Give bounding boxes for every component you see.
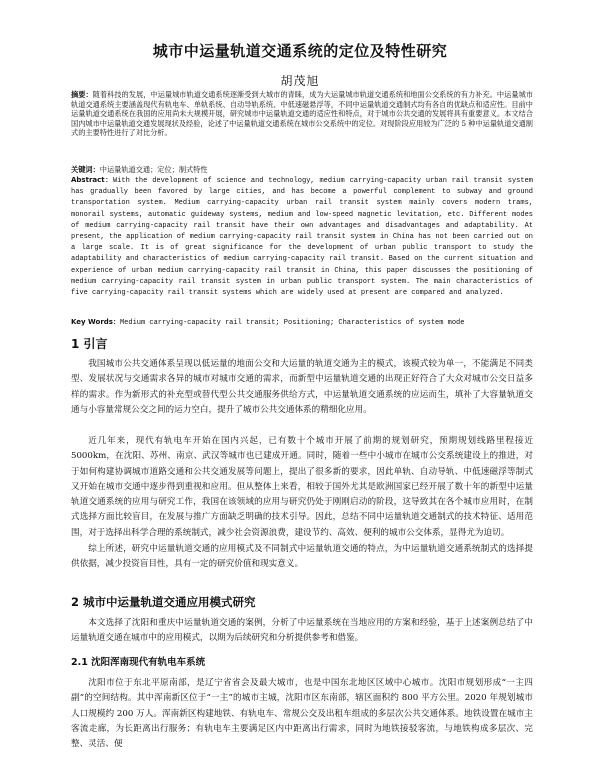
paper-author: 胡茂旭	[280, 74, 320, 88]
keywords-cn-text: 中运量轨道交通；定位；制式特性	[99, 165, 208, 174]
paper-title: 城市中运量轨道交通系统的定位及特性研究	[152, 42, 448, 60]
section-2-1-heading: 2.1 沈阳浑南现代有轨电车系统	[71, 657, 206, 668]
section-2-1-paragraph-1: 沈阳市位于东北平原南部，是辽宁省省会及最大城市，也是中国东北地区区域中心城市。沈阳市规划形成“一主四副”的空间结构。其中浑南新区位于“一主”的城市主城，沈阳市区东南部，辖区面积约 800 平方公里。2020 年规划城市人口规模约 200 万人。浑南新区构建地铁、有轨电车、常规公交及出租车组成的多层次公共交通体系。地铁设置在城市主客流走廊，为长距离出行服务；有轨电车主要满足区内中距离出行需求，同时为地铁接驳客流，与地铁构成多层次、完整、灵活、便	[71, 678, 533, 750]
keywords-en-text: Medium carrying-capacity rail transit; Positioning; Characteristics of system mode	[119, 319, 465, 327]
section-1-paragraph-2: 近几年来，现代有轨电车开始在国内兴起，已有数十个城市开展了前期的规划研究，预期规划线路里程接近 5000km，在沈阳、苏州、南京、武汉等城市也已建成开通。同时，随着一些中小城市在城市公交系统建设上的推进，对于如何构建协调城市道路交通和公共交通发展等问题上，提出了很多新的要求，因此单轨、自动导轨、中低速磁浮等制式又开始在城市交通中逐步得到重视和应用。但从整体上来看，相较于国外尤其是欧洲国家已经开展了数十年的新型中运量轨道交通系统的应用与研究工作，我国在该领域的应用与研究仍处于刚刚启动的阶段，这导致其在各个城市应用时，在制式选择方面比较盲目，在发展与推广方面缺乏明确的技术引导。因此，总结不同中运量轨道交通制式的技术特征、适用范围，对于选择出科学合理的系统制式，减少社会资源浪费，建设节约、高效、便利的城市公交体系，显得尤为迫切。	[71, 436, 533, 538]
abstract-en-label: Abstract：	[71, 176, 113, 184]
keywords-en-label: Key Words：	[71, 318, 120, 326]
abstract-cn-label: 摘要：	[71, 90, 93, 99]
section-1-paragraph-3: 综上所述，研究中运量轨道交通的应用模式及不同制式中运量轨道交通的特点，为中运量轨道交通系统制式的选择提供依据，减少投资盲目性，具有一定的研究价值和现实意义。	[71, 544, 533, 570]
keywords-cn	[71, 165, 533, 175]
section-2-heading: 2 城市中运量轨道交通应用模式研究	[71, 595, 256, 609]
section-2-paragraph-1: 本文选择了沈阳和重庆中运量轨道交通的案例，分析了中运量系统在当地应用的方案和经验，基于上述案例总结了中运量轨道交通在城市中的应用模式，以期为后续研究和分析提供参考和借鉴。	[71, 618, 533, 644]
abstract-cn-text: 随着科技的发展，中运量城市轨道交通系统逐渐受到大城市的青睐，成为大运量城市轨道交通系统和地面公交系统的有力补充。中运量城市轨道交通系统主要涵盖现代有轨电车、单轨系统、自动导轨系统、中低速磁悬浮等，不同中运量轨道交通制式均有各自的优缺点和适应性。目前中运量轨道交通系统在我国的应用尚未大规模开展，研究城市中运量轨道交通的适应性和特点，对于城市公共交通的发展将具有重要意义。本文结合国内城市中运量轨道交通发展现状及经验，论述了中运量轨道交通系统在城市公交系统中的定位。对现阶段应用较为广泛的 5 种中运量轨道交通制式的主要特性进行了对比分析。	[71, 90, 533, 138]
section-1-heading: 1 引言	[71, 337, 108, 351]
keywords-en	[71, 317, 533, 328]
keywords-cn-label: 关键词：	[71, 165, 100, 174]
section-1-paragraph-1: 我国城市公共交通体系呈现以低运量的地面公交和大运量的轨道交通为主的模式，该模式较为单一，不能满足不同类型、发展状况与交通需求各异的城市对城市交通的需求，而新型中运量轨道交通的出现正好符合了大众对城市公交日益多样的需求。作为新形式的补充型或替代型公共交通服务供给方式，中运量轨道交通系统的应运而生，填补了大容量轨道交通与小容量常规公交之间的运力空白，提升了城市公共交通体系的精细化应用。	[71, 359, 533, 415]
abstract-en	[71, 175, 533, 299]
abstract-cn	[71, 90, 533, 138]
abstract-en-text: With the development of science and technology, medium carrying-capacity urban rail transit system has gradually been favored by large cities, and has become a powerful complement to subway and ground transportation system. Medium carrying-capacity urban rail transit system mainly covers modern trams, monorail systems, automatic guideway systems, medium and low-speed magnetic levitation, etc. Different modes of medium carrying-capacity rail transit have their own advantages and disadvantages and adaptability. At present, the application of medium carrying-capacity rail transit system in China has not been carried out on a large scale. It is of great significance for the development of urban public transport to study the adaptability and characteristics of medium carrying-capacity rail transit. Based on the current situation and experience of urban medium carrying-capacity rail transit in China, this paper discusses the positioning of medium carrying-capacity rail transit system in urban public transport system. The main characteristics of five carrying-capacity rail transit systems which are widely used at present are compared and analyzed.	[71, 177, 533, 298]
